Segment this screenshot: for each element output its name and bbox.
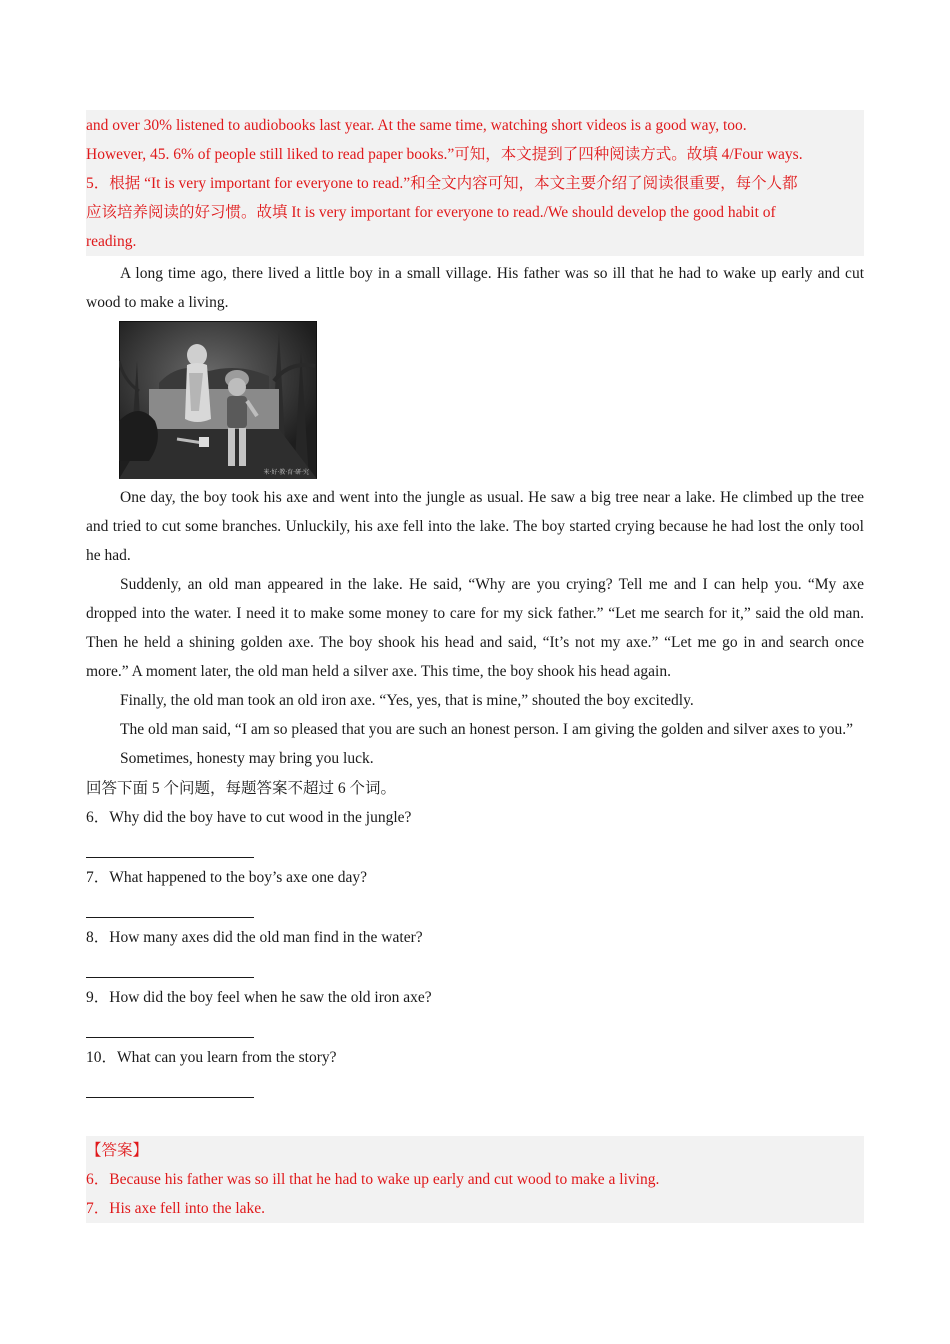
answer-key-block xyxy=(86,1136,864,1223)
answer-line: and over 30% listened to audiobooks last year. At the same time, watching short videos is a good way, too. xyxy=(86,117,747,134)
story-paragraph-1: A long time ago, there lived a little boy in a small village. His father was so ill that he had to wake up early and cut wood to make a living. xyxy=(86,265,864,311)
answer-line: 5．根据 “It is very important for everyone to read.”和全文内容可知，本文主要介绍了阅读很重要，每个人都 xyxy=(86,175,798,192)
story-paragraph-6: Sometimes, honesty may bring you luck. xyxy=(120,750,374,767)
answer-blank-6[interactable] xyxy=(86,833,254,858)
answer-key-header: 【答案】 xyxy=(86,1142,149,1159)
answer-blank-10[interactable] xyxy=(86,1073,254,1098)
woodcutter-illustration-image xyxy=(119,321,317,479)
answer-blank-7[interactable] xyxy=(86,893,254,918)
answer-line: reading. xyxy=(86,233,137,250)
answer-blank-9[interactable] xyxy=(86,1013,254,1038)
story-illustration xyxy=(119,321,317,479)
answer-key-line: 6．Because his father was so ill that he had to wake up early and cut wood to make a living. xyxy=(86,1171,660,1188)
question-instruction: 回答下面 5 个问题，每题答案不超过 6 个词。 xyxy=(86,780,397,797)
answer-key-line: 7．His axe fell into the lake. xyxy=(86,1200,266,1217)
story-section xyxy=(86,259,864,1103)
illustration-watermark: 米·好·教·育·研·究 xyxy=(263,469,309,476)
answer-line: However, 45. 6% of people still liked to read paper books.”可知，本文提到了四种阅读方式。故填 4/Four ways. xyxy=(86,146,803,163)
previous-answer-block xyxy=(86,110,864,256)
answer-blank-8[interactable] xyxy=(86,953,254,978)
story-paragraph-4: Finally, the old man took an old iron axe. “Yes, yes, that is mine,” shouted the boy excitedly. xyxy=(120,692,694,709)
question-6: 6．Why did the boy have to cut wood in the jungle? xyxy=(86,809,412,826)
story-paragraph-2: One day, the boy took his axe and went into the jungle as usual. He saw a big tree near a lake. He climbed up the tree and tried to cut some branches. Unluckily, his axe fell into the lake. The boy started crying because he had lost the only tool he had. xyxy=(86,489,864,564)
story-paragraph-5: The old man said, “I am so pleased that you are such an honest person. I am giving the golden and silver axes to you.” xyxy=(120,721,854,738)
question-9: 9．How did the boy feel when he saw the old iron axe? xyxy=(86,989,432,1006)
story-paragraph-3: Suddenly, an old man appeared in the lake. He said, “Why are you crying? Tell me and I can help you. “My axe dropped into the water. I need it to make some money to care for my sick father.” “Let me search for it,” said the old man. Then he held a shining golden axe. The boy shook his head and said, “It’s not my axe.” “Let me go in and search once more.” A moment later, the old man held a silver axe. This time, the boy shook his head again. xyxy=(86,576,864,680)
question-8: 8．How many axes did the old man find in the water? xyxy=(86,929,423,946)
question-10: 10．What can you learn from the story? xyxy=(86,1049,337,1066)
question-7: 7．What happened to the boy’s axe one day? xyxy=(86,869,368,886)
answer-line: 应该培养阅读的好习惯。故填 It is very important for everyone to read./We should develop the good habit of xyxy=(86,204,776,221)
